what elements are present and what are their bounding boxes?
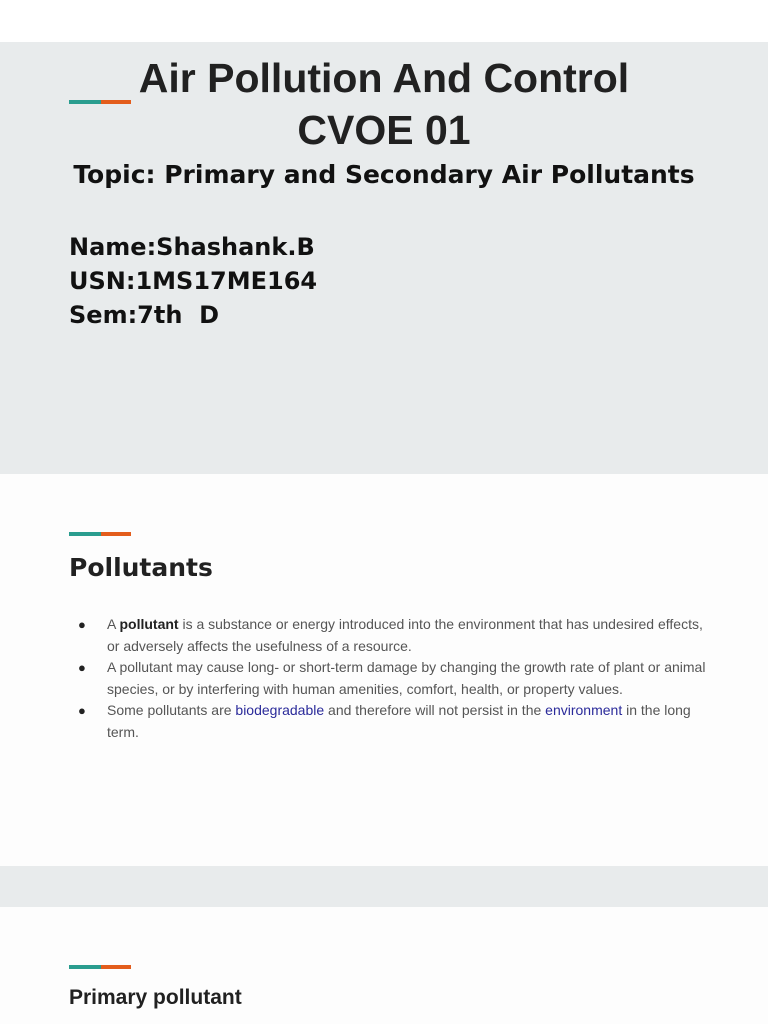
pollutants-slide [0,474,768,866]
bullet-text: is a substance or energy introduced into the environment that has undesired effects, or adversely affects the usefulness of a resource. [107,616,703,654]
link-biodegradable[interactable]: biodegradable [235,702,325,718]
section-heading: Pollutants [69,553,213,582]
bullet-text: and therefore will not persist in the [324,702,546,718]
accent-teal-segment [69,532,101,536]
list-item [78,614,708,657]
bullet-text: Some pollutants are [107,702,236,718]
student-info [69,230,317,332]
accent-orange-segment [101,965,131,969]
bullet-list [78,614,708,743]
list-item [78,657,708,700]
title-line-2: CVOE 01 [297,107,471,153]
bullet-icon: ● [78,617,86,632]
top-margin [0,0,768,42]
bullet-icon: ● [78,660,86,675]
accent-teal-segment [69,965,101,969]
topic-subtitle: Topic: Primary and Secondary Air Pollutants [73,160,695,189]
primary-pollutant-slide [0,907,768,1024]
list-item [78,700,708,743]
bullet-text: in the long term. [107,702,691,740]
title-slide [0,42,768,474]
bold-term: pollutant [119,616,179,632]
title-line-1: Air Pollution And Control [138,55,630,101]
slide-title [0,52,768,156]
bullet-icon: ● [78,703,86,718]
student-usn: USN:1MS17ME164 [69,267,318,295]
student-sem: Sem:7th D [69,301,220,329]
bullet-text: A [107,616,120,632]
section-heading: Primary pollutant [69,986,242,1009]
student-name: Name:Shashank.B [69,233,315,261]
bullet-text: A pollutant may cause long- or short-term damage by changing the growth rate of plant or animal species, or by interfering with human amenities, comfort, health, or property values. [107,659,706,697]
link-environment[interactable]: environment [545,702,623,718]
accent-bar [69,965,131,969]
slide-separator [0,866,768,907]
accent-orange-segment [101,532,131,536]
accent-bar [69,532,131,536]
